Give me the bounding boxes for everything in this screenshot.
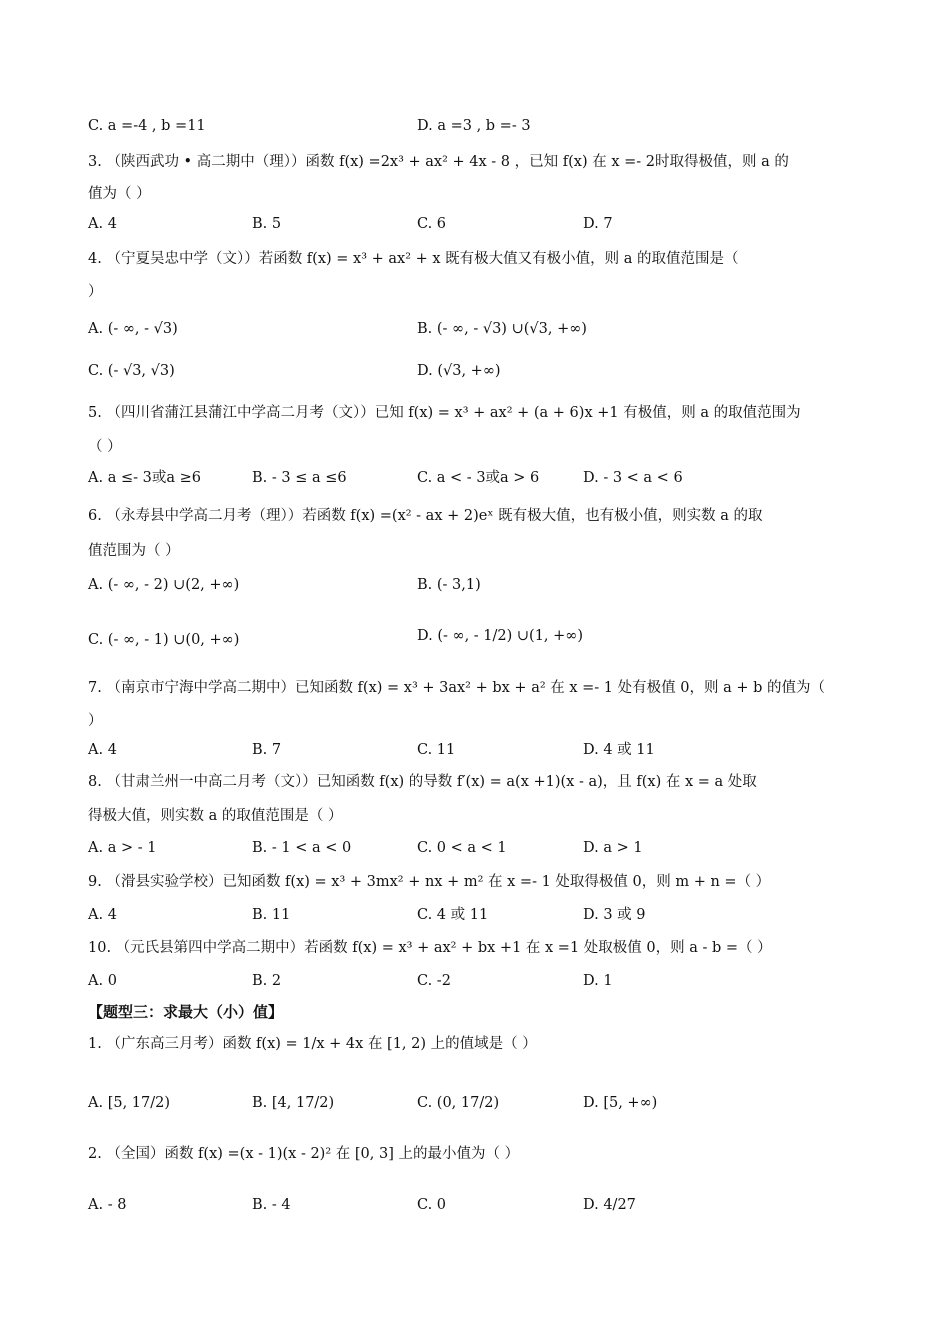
option-d: D. a =3 , b =- 3: [417, 118, 531, 134]
option-d: D. 7: [583, 216, 613, 232]
option-c: C. 0 < a < 1: [417, 840, 507, 856]
question-stem-continued: ）: [88, 284, 103, 300]
section-heading: 【题型三：求最大（小）值】: [88, 1003, 284, 1021]
option-c: C. 4 或 11: [417, 907, 489, 923]
option-d: D. (- ∞, - 1/2) ∪(1, +∞): [417, 628, 584, 644]
option-a: A. 4: [88, 907, 117, 923]
question-stem: 10. （元氏县第四中学高二期中）若函数 f(x) = x³ + ax² + bx +1 在 x =1 处取极值 0，则 a - b =（ ）: [88, 940, 772, 956]
option-a: A. 0: [88, 973, 117, 989]
option-b: B. [4, 17/2): [252, 1095, 335, 1111]
option-b: B. 7: [252, 742, 282, 758]
question-stem: 3. （陕西武功 • 高二期中（理））函数 f(x) =2x³ + ax² + 4x - 8 ，已知 f(x) 在 x =- 2时取得极值，则 a 的: [88, 154, 789, 170]
option-b: B. (- 3,1): [417, 577, 481, 593]
option-a: A. (- ∞, - 2) ∪(2, +∞): [88, 577, 240, 593]
question-stem: 4. （宁夏吴忠中学（文））若函数 f(x) = x³ + ax² + x 既有极大值又有极小值，则 a 的取值范围是（: [88, 251, 739, 267]
option-d: D. 1: [583, 973, 613, 989]
option-c: C. 6: [417, 216, 447, 232]
option-a: A. (- ∞, - √3): [88, 321, 178, 337]
option-a: A. a ≤- 3或a ≥6: [88, 470, 201, 486]
option-c: C. (0, 17/2): [417, 1095, 500, 1111]
option-c: C. 0: [417, 1197, 447, 1213]
option-c: C. a < - 3或a > 6: [417, 470, 540, 486]
option-b: B. - 1 < a < 0: [252, 840, 352, 856]
question-stem: 7. （南京市宁海中学高二期中）已知函数 f(x) = x³ + 3ax² + bx + a² 在 x =- 1 处有极值 0，则 a + b 的值为（: [88, 680, 825, 696]
option-d: D. 4/27: [583, 1197, 636, 1213]
option-a: A. a > - 1: [88, 840, 157, 856]
option-d: D. - 3 < a < 6: [583, 470, 683, 486]
option-d: D. a > 1: [583, 840, 643, 856]
option-a: A. - 8: [88, 1197, 127, 1213]
option-d: D. 4 或 11: [583, 742, 655, 758]
option-a: A. 4: [88, 216, 117, 232]
question-stem: 8. （甘肃兰州一中高二月考（文））已知函数 f(x) 的导数 f′(x) = a(x +1)(x - a)，且 f(x) 在 x = a 处取: [88, 774, 757, 790]
option-c: C. (- ∞, - 1) ∪(0, +∞): [88, 632, 240, 648]
question-stem-continued: 值范围为（ ）: [88, 543, 180, 559]
option-c: C. -2: [417, 973, 451, 989]
option-c: C. (- √3, √3): [88, 363, 175, 379]
option-b: B. - 4: [252, 1197, 291, 1213]
option-c: C. a =-4 , b =11: [88, 118, 206, 134]
option-d: D. [5, +∞): [583, 1095, 658, 1111]
option-b: B. 2: [252, 973, 282, 989]
option-b: B. 5: [252, 216, 282, 232]
option-c: C. 11: [417, 742, 456, 758]
question-stem-continued: 得极大值，则实数 a 的取值范围是（ ）: [88, 808, 343, 824]
option-a: A. 4: [88, 742, 117, 758]
option-d: D. (√3, +∞): [417, 363, 501, 379]
question-stem: 6. （永寿县中学高二月考（理））若函数 f(x) =(x² - ax + 2)eˣ 既有极大值，也有极小值，则实数 a 的取: [88, 508, 763, 524]
question-stem: 1. （广东高三月考）函数 f(x) = 1/x + 4x 在 [1, 2) 上的值域是（ ）: [88, 1036, 537, 1052]
question-stem-continued: ）: [88, 713, 103, 729]
question-stem-continued: （ ）: [88, 439, 122, 455]
question-stem: 9. （滑县实验学校）已知函数 f(x) = x³ + 3mx² + nx + m² 在 x =- 1 处取得极值 0，则 m + n =（ ）: [88, 874, 771, 890]
question-stem-continued: 值为（ ）: [88, 186, 151, 202]
option-d: D. 3 或 9: [583, 907, 646, 923]
option-b: B. - 3 ≤ a ≤6: [252, 470, 347, 486]
option-a: A. [5, 17/2): [88, 1095, 171, 1111]
option-b: B. (- ∞, - √3) ∪(√3, +∞): [417, 321, 587, 337]
question-stem: 2. （全国）函数 f(x) =(x - 1)(x - 2)² 在 [0, 3] 上的最小值为（ ）: [88, 1146, 520, 1162]
question-stem: 5. （四川省蒲江县蒲江中学高二月考（文））已知 f(x) = x³ + ax² + (a + 6)x +1 有极值，则 a 的取值范围为: [88, 405, 801, 421]
option-b: B. 11: [252, 907, 291, 923]
